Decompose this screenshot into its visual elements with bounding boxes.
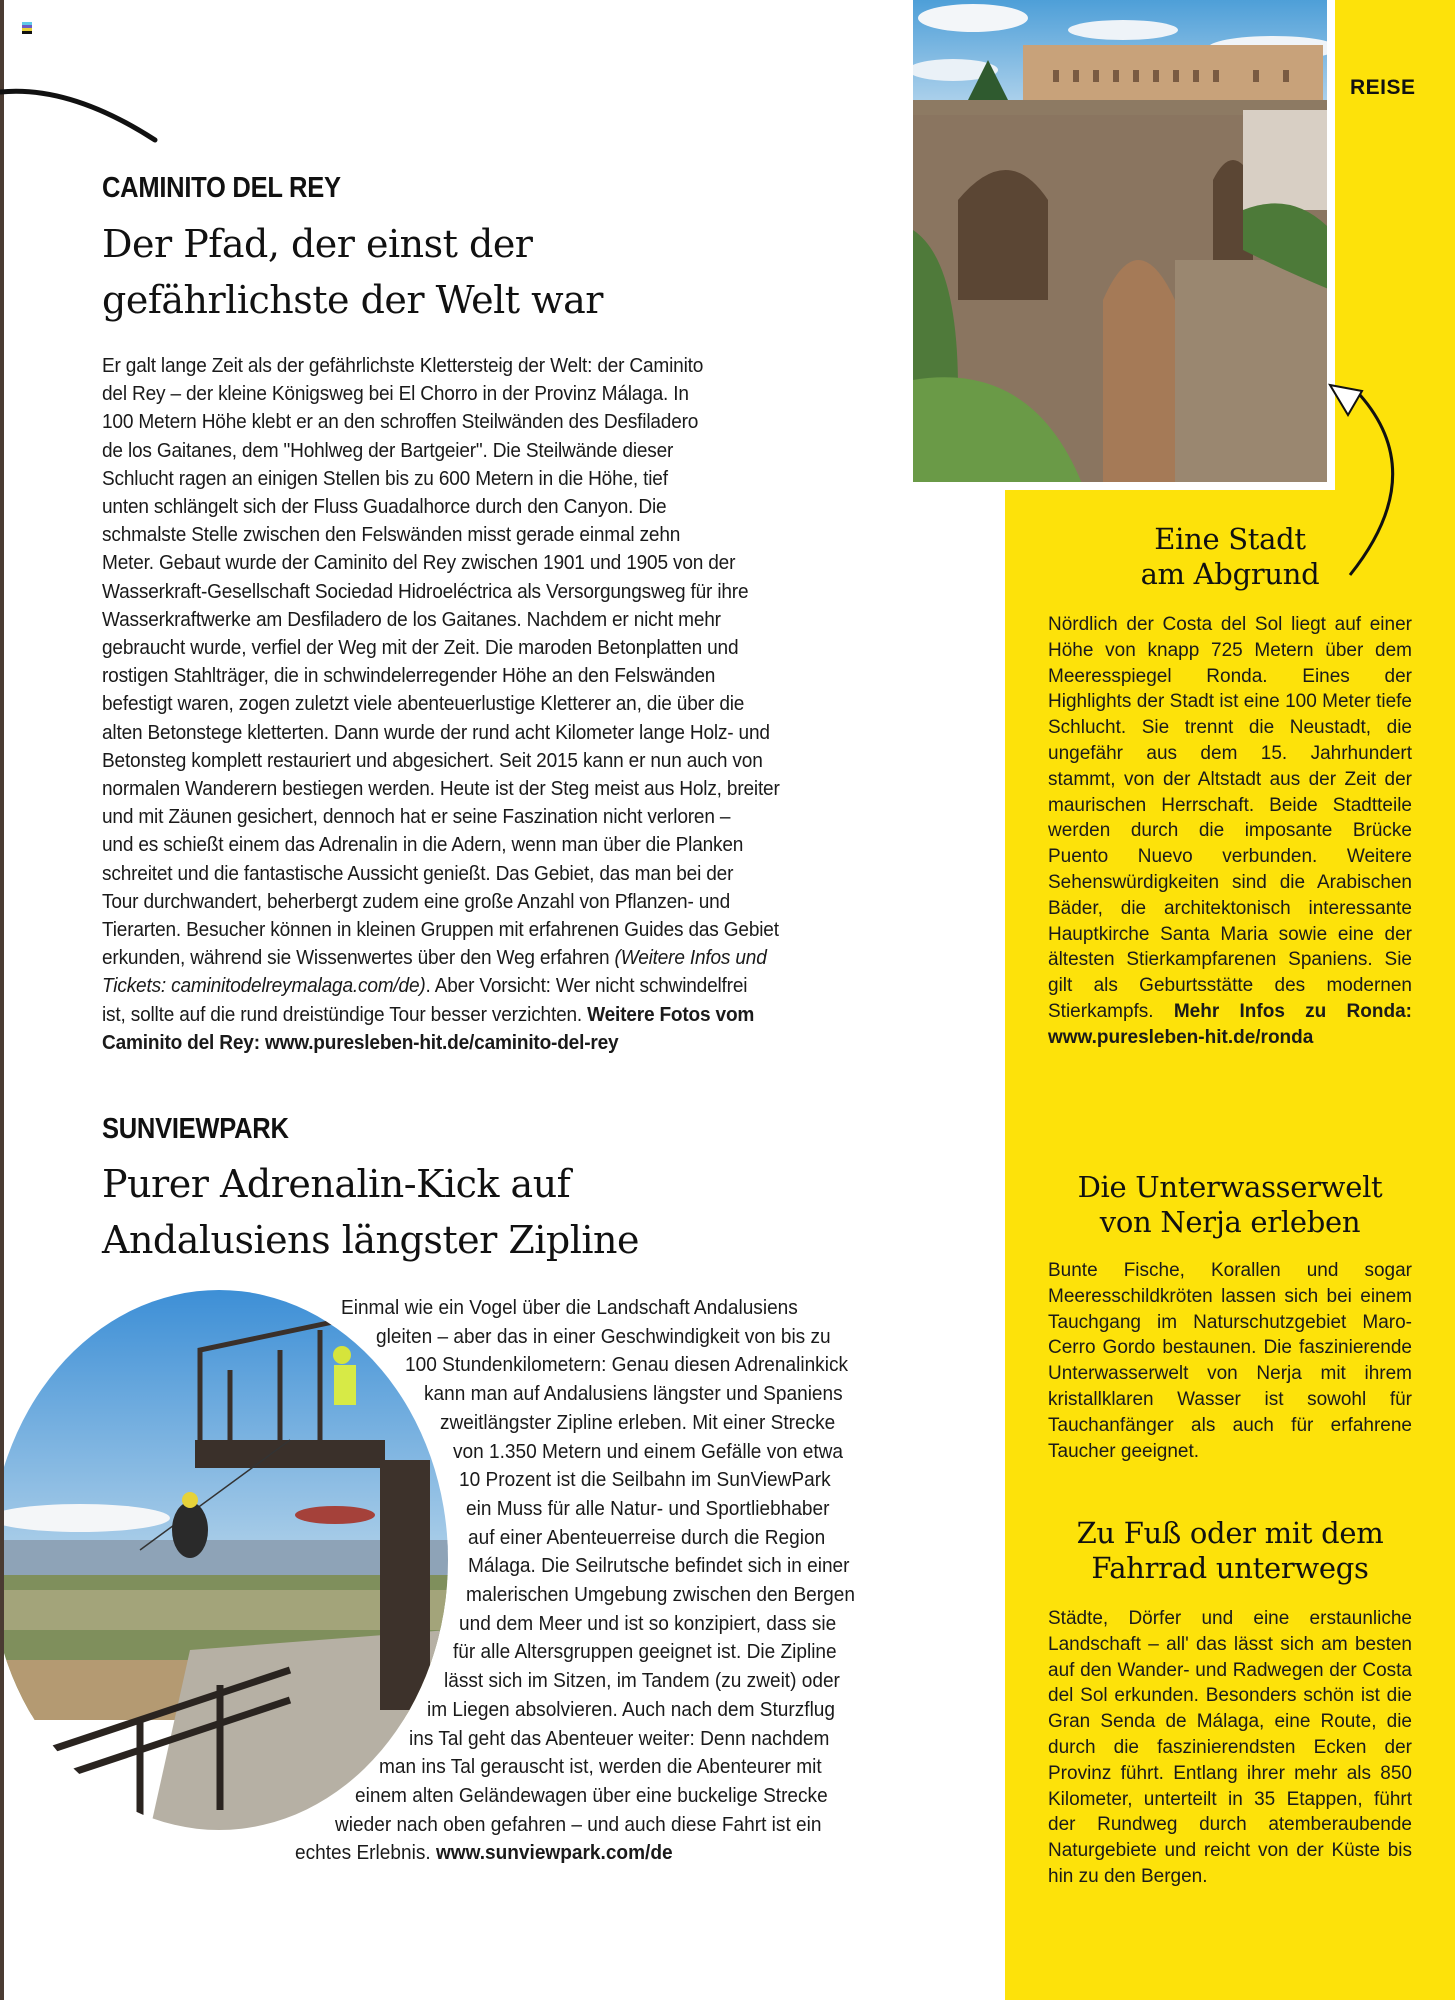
- sidebar-headline-ronda: [1030, 522, 1430, 592]
- headline-line: Eine Stadt: [1154, 522, 1306, 556]
- ronda-bridge-photo: [913, 0, 1331, 486]
- body-line: Schlucht ragen an einigen Stellen bis zu 600 Metern in die Höhe, tief: [102, 466, 668, 490]
- section-tag: REISE: [1350, 76, 1416, 99]
- body-line: 100 Stundenkilometern: Genau diesen Adrenalinkick: [405, 1353, 849, 1377]
- sidebar-headline-wandern: [1030, 1516, 1430, 1586]
- body-line: kann man auf Andalusiens längster und Spaniens: [424, 1382, 843, 1406]
- headline-line: gefährlichste der Welt war: [102, 278, 603, 322]
- body-line: gleiten – aber das in einer Geschwindigkeit von bis zu: [376, 1324, 831, 1348]
- body-line: [295, 1839, 673, 1868]
- body-line: de los Gaitanes, dem "Hohlweg der Bartgeier". Die Steilwände dieser: [102, 438, 674, 462]
- sidebar-body-ronda: [1048, 612, 1412, 1051]
- article-headline: [102, 216, 902, 328]
- body-line: rostigen Stahlträger, die in schwindelerregender Höhe an den Felswänden: [102, 664, 716, 688]
- body-line: Einmal wie ein Vogel über die Landschaft Andalusiens: [341, 1296, 798, 1319]
- body-line: gebraucht wurde, verfiel der Weg mit der Zeit. Die maroden Betonplatten und: [102, 636, 739, 660]
- headline-line: Purer Adrenalin-Kick auf: [102, 1162, 571, 1206]
- body-line: 100 Metern Höhe klebt er an den schroffen Steilwänden des Desfiladero: [102, 410, 699, 434]
- body-line: lässt sich im Sitzen, im Tandem (zu zweit) oder: [444, 1669, 840, 1693]
- body-line: 10 Prozent ist die Seilbahn im SunViewPark: [459, 1468, 831, 1492]
- body-line: normalen Wanderern bestiegen werden. Heute ist der Steg meist aus Holz, breiter: [102, 777, 780, 801]
- more-photos-link[interactable]: Caminito del Rey: www.puresleben-hit.de/caminito-del-rey: [102, 1030, 619, 1054]
- sidebar-body-wandern: Städte, Dörfer und eine erstaunliche Landschaft – all' das lässt sich am besten auf den Wander- und Radwegen der Costa del Sol erkunden. Besonders schön ist die Gran Senda de Málaga, eine Route, die durch die faszinierendsten Ecken der Provinz führt. Entlang ihrer mehr als 850 Kilometer, unterteilt in 35 Etappen, führt der Rundweg durch atemberaubende Naturgebiete und reicht von der Küste bis hin zu den Bergen.: [1048, 1608, 1412, 1887]
- body-line: [102, 944, 911, 972]
- body-line: [102, 972, 911, 1000]
- body-text-plain: erkunden, während sie Wissenwertes über den Weg erfahren: [102, 946, 615, 970]
- body-line: von 1.350 Metern und einem Gefälle von etwa: [453, 1439, 844, 1463]
- body-line: ein Muss für alle Natur- und Sportliebhaber: [466, 1496, 830, 1520]
- tickets-note: (Weitere Infos und: [614, 946, 767, 970]
- body-line: del Rey – der kleine Königsweg bei El Chorro in der Provinz Málaga. In: [102, 382, 689, 406]
- headline-line: von Nerja erleben: [1099, 1205, 1361, 1239]
- decorative-swoosh: [0, 80, 160, 150]
- zipline-platform-photo: [0, 1290, 448, 1830]
- headline-line: am Abgrund: [1140, 557, 1320, 591]
- body-line: Tour durchwandert, beherbergt zudem eine große Anzahl von Pflanzen- und: [102, 889, 730, 913]
- body-line: Tierarten. Besucher können in kleinen Gruppen mit erfahrenen Guides das Gebiet: [102, 918, 779, 942]
- sunviewpark-link[interactable]: www.sunviewpark.com/de: [435, 1841, 673, 1865]
- body-line: man ins Tal gerauscht ist, werden die Abenteurer mit: [379, 1755, 822, 1779]
- body-line: zweitlängster Zipline erleben. Mit einer Strecke: [440, 1410, 836, 1434]
- body-line: im Liegen absolvieren. Auch nach dem Sturzflug: [427, 1697, 836, 1721]
- article-body: [102, 352, 911, 1057]
- body-line: [102, 1001, 911, 1029]
- headline-line: Zu Fuß oder mit dem: [1076, 1516, 1384, 1550]
- article-headline: [102, 1156, 902, 1268]
- body-line: und dem Meer und ist so konzipiert, dass sie: [459, 1611, 837, 1635]
- tickets-url[interactable]: Tickets: caminitodelreymalaga.com/de): [102, 974, 426, 998]
- more-photos-label: Weitere Fotos vom: [587, 1002, 755, 1026]
- body-line: malerischen Umgebung zwischen den Bergen: [466, 1583, 855, 1606]
- article-kicker: SUNVIEWPARK: [102, 1113, 289, 1145]
- body-text-plain: echtes Erlebnis.: [295, 1841, 436, 1865]
- body-text: Nördlich der Costa del Sol liegt auf einer Höhe von knapp 725 Metern über dem Meeresspiegel Ronda. Eines der Highlights der Stadt ist eine 100 Meter tiefe Schlucht. Sie trennt die Neustadt, die ungefähr aus dem 15. Jahrhundert stammt, von der Altstadt aus der Zeit der maurischen Herrschaft. Beide Stadtteile werden durch die imposante Brücke Puento Nuevo verbunden. Weitere Sehenswürdigkeiten sind die Arabischen Bäder, die architektonisch interessante Hauptkirche Santa Maria sowie eine der ältesten Stierkampfarenen Spaniens. Sie gilt als Geburtsstätte des modernen Stierkampfs.: [1048, 614, 1412, 1022]
- body-line: auf einer Abenteuerreise durch die Region: [468, 1525, 826, 1549]
- body-line: einem alten Geländewagen über eine buckelige Strecke: [355, 1783, 828, 1807]
- body-line: Meter. Gebaut wurde der Caminito del Rey zwischen 1901 und 1905 von der: [102, 551, 736, 575]
- body-text-plain: ist, sollte auf die rund dreistündige Tour besser verzichten.: [102, 1002, 588, 1026]
- body-line: Málaga. Die Seilrutsche befindet sich in einer: [468, 1554, 850, 1578]
- body-line: ins Tal geht das Abenteuer weiter: Denn nachdem: [409, 1726, 830, 1750]
- headline-line: Fahrrad unterwegs: [1091, 1551, 1369, 1585]
- sidebar-headline-nerja: [1030, 1170, 1430, 1240]
- body-line: für alle Altersgruppen geeignet ist. Die Zipline: [453, 1640, 837, 1664]
- body-line: unten schlängelt sich der Fluss Guadalhorce durch den Canyon. Die: [102, 495, 667, 519]
- page-edge-strip: [0, 0, 4, 2000]
- body-line: wieder nach oben gefahren – und auch diese Fahrt ist ein: [335, 1812, 822, 1836]
- sidebar-body-nerja: Bunte Fische, Korallen und sogar Meeresschildkröten lassen sich bei einem Tauchgang im Naturschutzgebiet Maro-Cerro Gordo bestaunen. Die faszinierende Unterwasserwelt von Nerja mit ihrem kristallklaren Wasser ist sowohl für Tauchanfänger als auch für erfahrene Taucher geeignet.: [1048, 1260, 1412, 1462]
- body-text-plain: . Aber Vorsicht: Wer nicht schwindelfrei: [425, 974, 748, 998]
- body-line: schreitet und die fantastische Aussicht genießt. Das Gebiet, das man bei der: [102, 861, 734, 885]
- body-line: Wasserkraft-Gesellschaft Sociedad Hidroeléctrica als Versorgungsweg für ihre: [102, 579, 749, 603]
- body-line: und es schießt einem das Adrenalin in die Adern, wenn man über die Planken: [102, 833, 744, 857]
- body-line: Er galt lange Zeit als der gefährlichste Klettersteig der Welt: der Caminito: [102, 354, 704, 377]
- headline-line: Andalusiens längster Zipline: [102, 1218, 639, 1262]
- body-line: alten Betonstege kletterten. Dann wurde der rund acht Kilometer lange Holz- und: [102, 720, 770, 744]
- body-line: befestigt waren, zogen zuletzt viele abenteuerlustige Kletterer an, die über die: [102, 692, 745, 716]
- ronda-link[interactable]: Mehr Infos zu Ronda: www.puresleben-hit.de/ronda: [1048, 1000, 1412, 1048]
- color-bar-icon: [22, 22, 32, 32]
- article-kicker: CAMINITO DEL REY: [102, 172, 341, 204]
- headline-line: Die Unterwasserwelt: [1077, 1170, 1383, 1204]
- headline-line: Der Pfad, der einst der: [102, 222, 533, 266]
- body-line: Wasserkraftwerke am Desfiladero de los Gaitanes. Nachdem er nicht mehr: [102, 607, 721, 631]
- body-line: schmalste Stelle zwischen den Felswänden misst gerade einmal zehn: [102, 523, 681, 547]
- body-line: Betonsteg komplett restauriert und abgesichert. Seit 2015 kann er nun auch von: [102, 748, 763, 772]
- body-line: und mit Zäunen gesichert, dennoch hat er seine Faszination nicht verloren –: [102, 805, 731, 829]
